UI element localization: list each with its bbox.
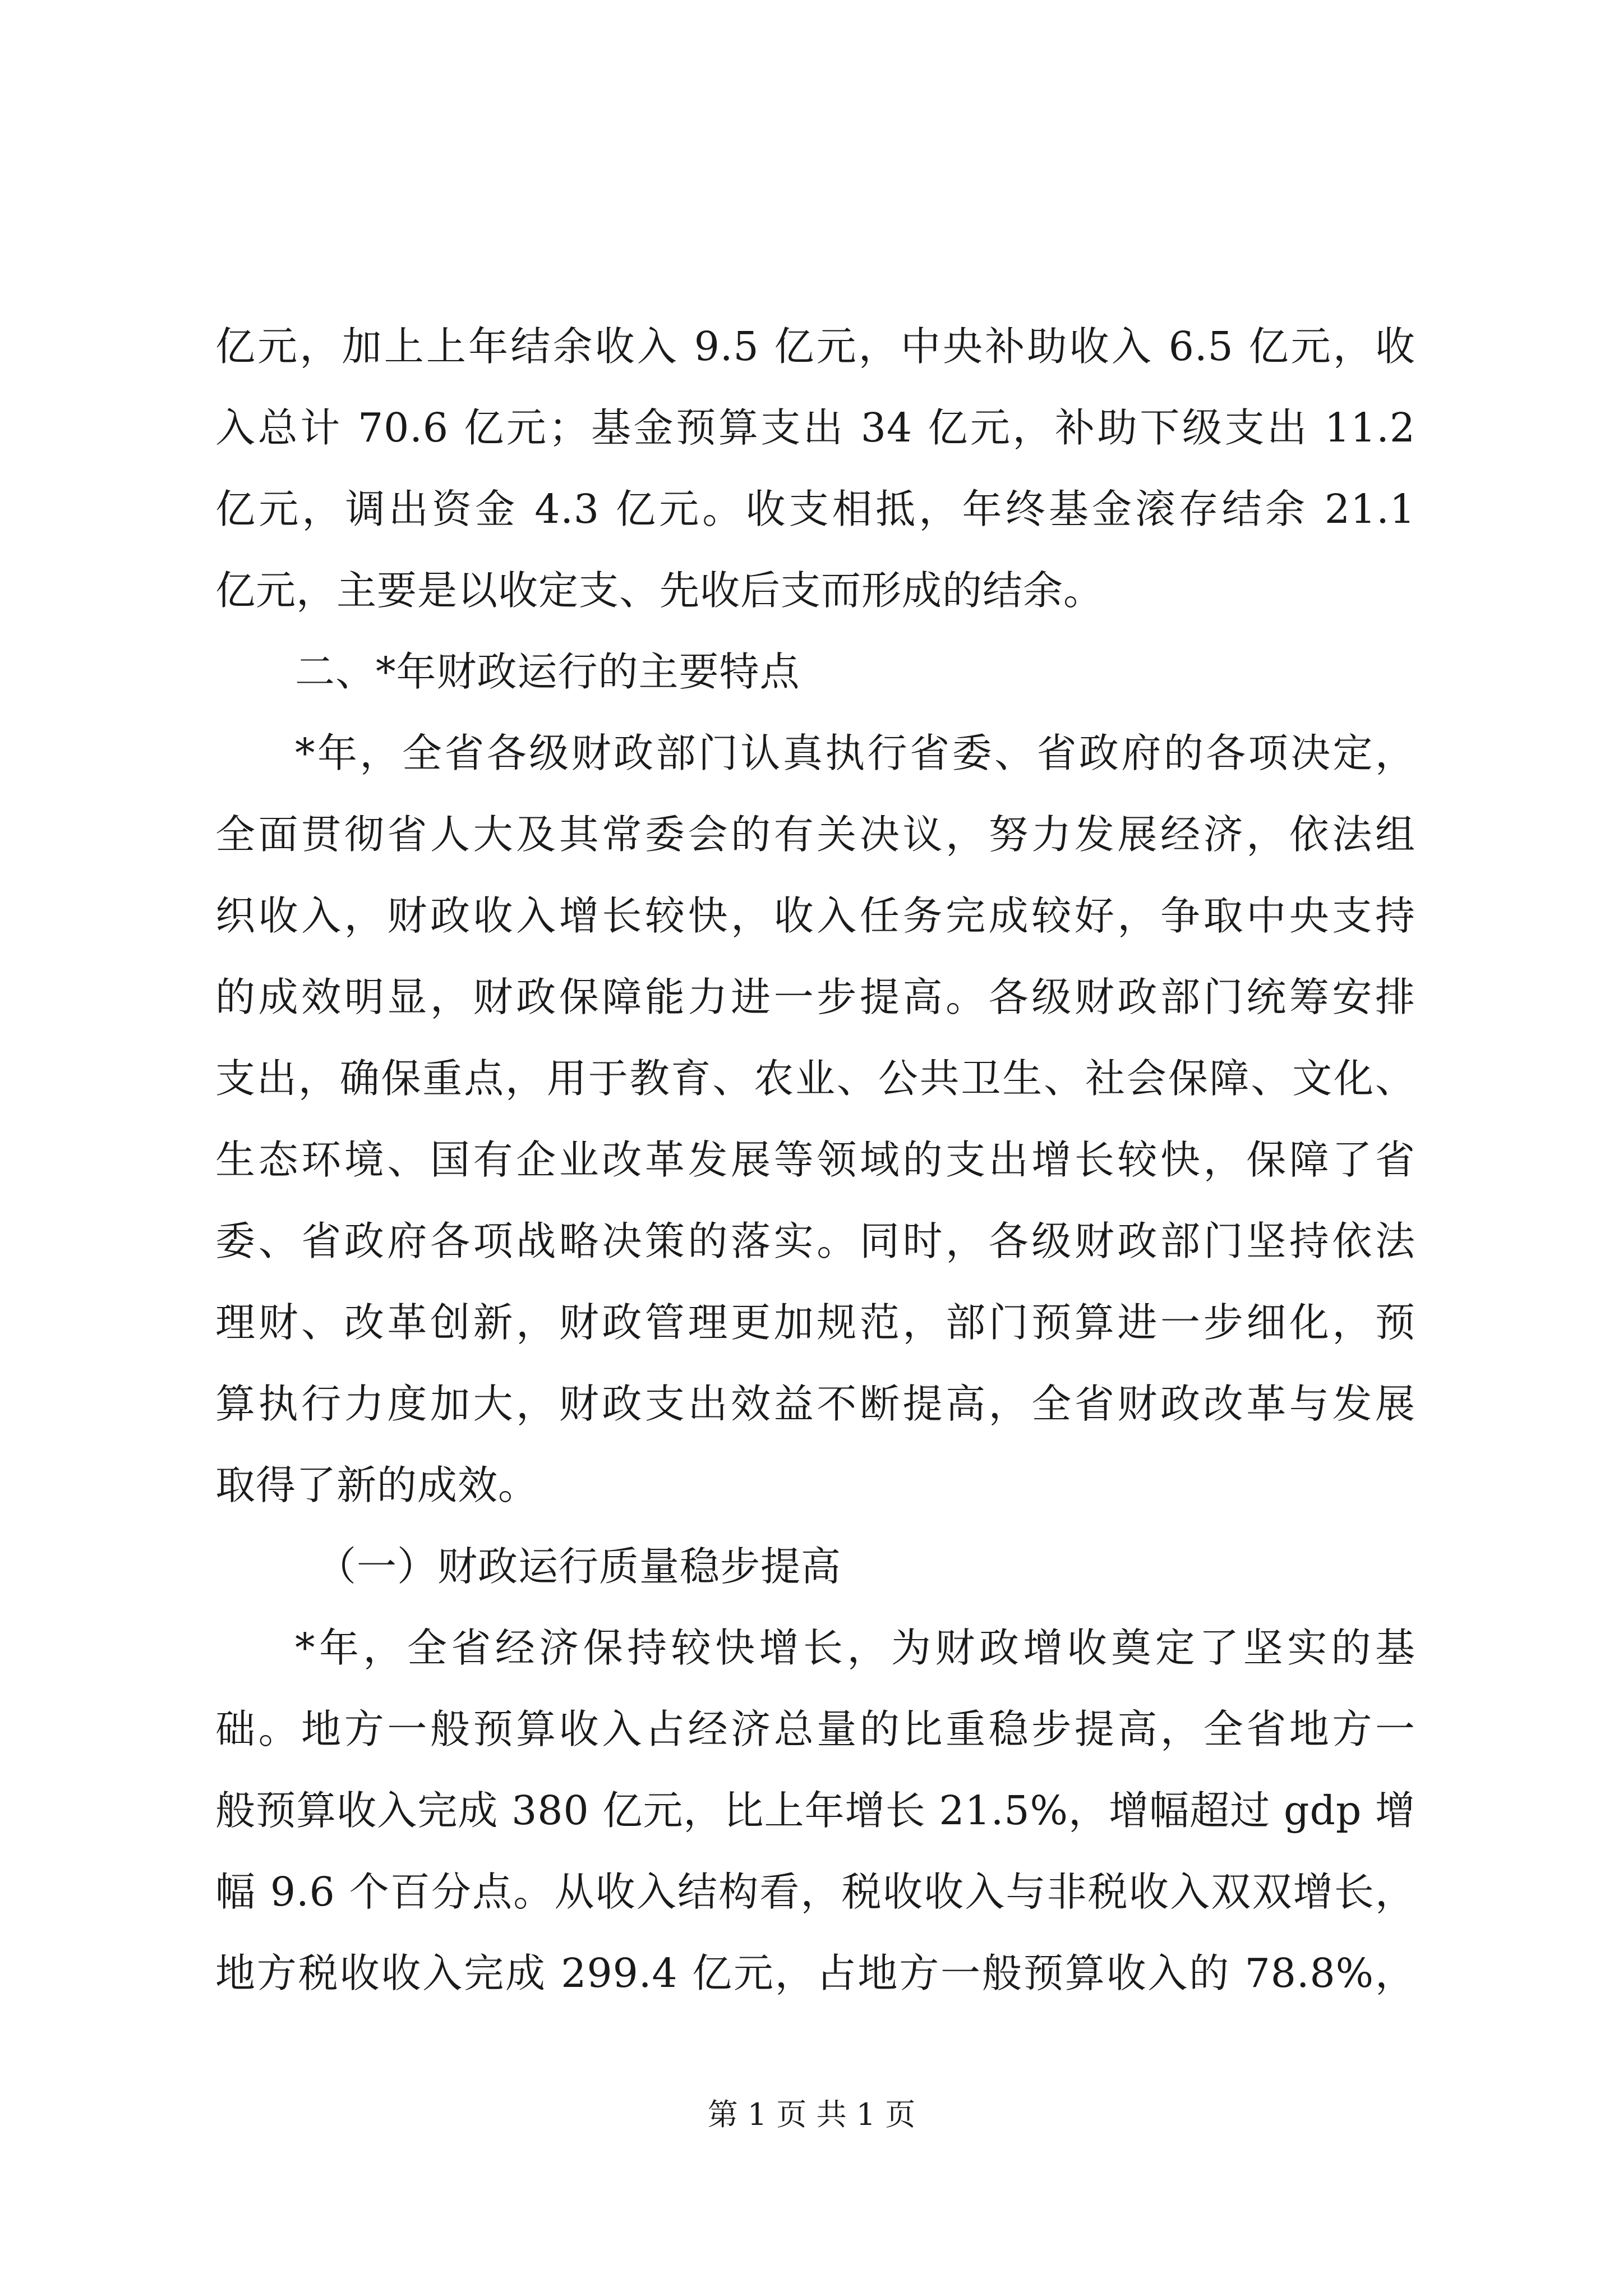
page-number: 第 1 页 共 1 页	[707, 2097, 916, 2132]
text-line: 的成效明显，财政保障能力进一步提高。各级财政部门统筹安排	[215, 974, 1415, 1020]
text-line: *年，全省各级财政部门认真执行省委、省政府的各项决定，	[295, 730, 1415, 776]
subsection-heading: （一）财政运行质量稳步提高	[316, 1543, 842, 1590]
section-heading: 二、*年财政运行的主要特点	[295, 648, 800, 695]
body-text	[215, 306, 1415, 2014]
text-line: 幅 9.6 个百分点。从收入结构看，税收收入与非税收入双双增长，	[215, 1869, 1415, 1915]
text-line: 理财、改革创新，财政管理更加规范，部门预算进一步细化，预	[215, 1299, 1415, 1346]
text-line: 生态环境、国有企业改革发展等领域的支出增长较快，保障了省	[215, 1137, 1415, 1183]
text-line: 亿元，加上上年结余收入 9.5 亿元，中央补助收入 6.5 亿元，收	[215, 323, 1415, 370]
text-line: 亿元，调出资金 4.3 亿元。收支相抵，年终基金滚存结余 21.1	[215, 486, 1415, 532]
text-line: 亿元，主要是以收定支、先收后支而形成的结余。	[215, 567, 1104, 614]
text-line: 委、省政府各项战略决策的落实。同时，各级财政部门坚持依法	[215, 1218, 1415, 1264]
text-line: 织收入，财政收入增长较快，收入任务完成较好，争取中央支持	[215, 892, 1415, 939]
text-line: 般预算收入完成 380 亿元，比上年增长 21.5%，增幅超过 gdp 增	[215, 1787, 1415, 1834]
text-line: 算执行力度加大，财政支出效益不断提高，全省财政改革与发展	[215, 1381, 1415, 1427]
text-line: 入总计 70.6 亿元；基金预算支出 34 亿元，补助下级支出 11.2	[215, 404, 1415, 451]
text-line: 支出，确保重点，用于教育、农业、公共卫生、社会保障、文化、	[215, 1055, 1415, 1102]
page-footer	[0, 2095, 1623, 2134]
text-line: *年，全省经济保持较快增长，为财政增收奠定了坚实的基	[295, 1625, 1415, 1671]
text-line: 础。地方一般预算收入占经济总量的比重稳步提高，全省地方一	[215, 1706, 1415, 1752]
text-line: 全面贯彻省人大及其常委会的有关决议，努力发展经济，依法组	[215, 811, 1415, 858]
text-line: 地方税收收入完成 299.4 亿元，占地方一般预算收入的 78.8%，	[215, 1950, 1415, 1996]
text-line: 取得了新的成效。	[215, 1462, 539, 1508]
